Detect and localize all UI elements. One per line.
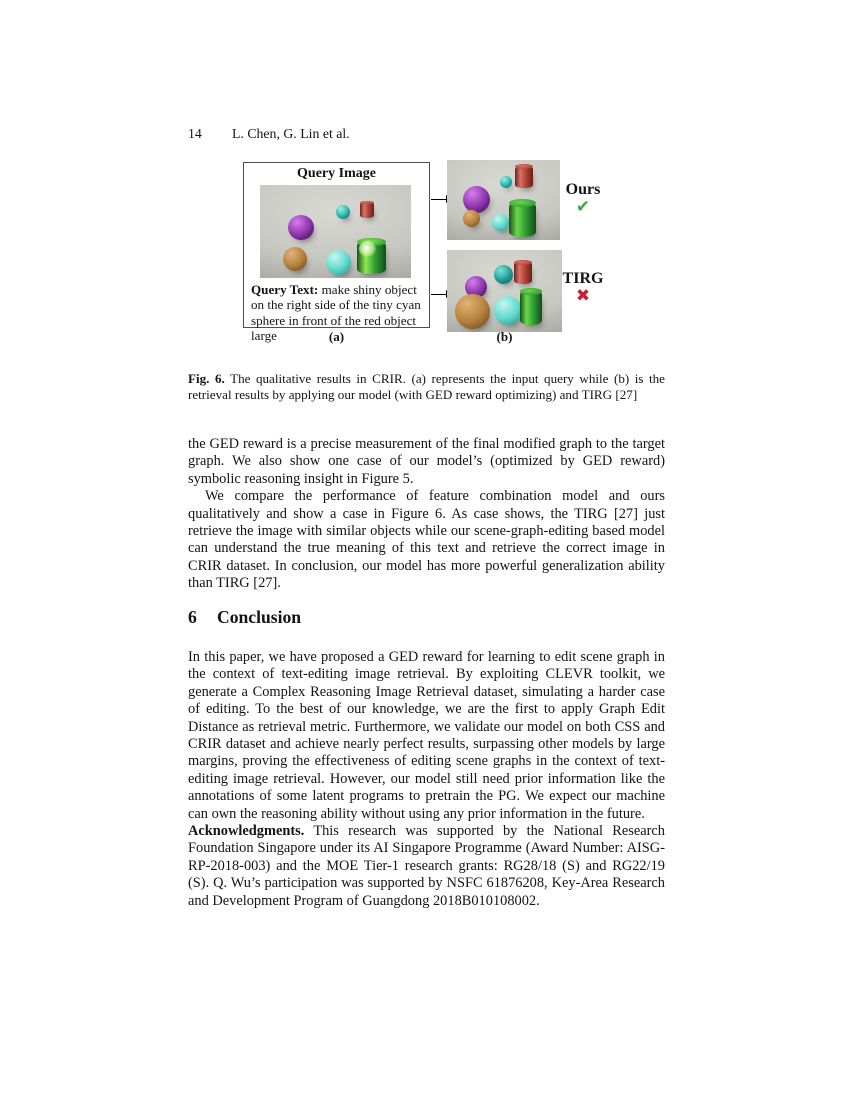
large-cyan-sphere (494, 296, 523, 326)
large-brown-sphere (455, 294, 490, 328)
paragraph: In this paper, we have proposed a GED reward for learning to edit scene graph in the context of text-editing image retrieval. By exploiting CLEVR toolkit, we generate a Complex Reasoning Image Retrieval dataset, simulating a harder case of editing. To the best of our knowledge, we are the first to apply Graph Edit Distance as retrieval metric. Furthermore, we validate our model on both CSS and CRIR dataset and achieve nearly perfect results, surpassing other models by large margins, proving the effectiveness of editing scene graphs in the context of text-editing image retrieval. However, our model still need prior information like the annotations of some latent programs to pretrain the PG. We expect our machine can own the reasoning ability without using any prior information in the future. (188, 649, 665, 822)
cyan-metal-sphere (494, 265, 514, 285)
check-icon: ✔ (575, 197, 591, 216)
purple-metal-sphere (288, 215, 314, 240)
ours-result-image (447, 160, 560, 240)
red-cylinder (515, 166, 533, 188)
body-text (188, 436, 665, 593)
figure-6 (188, 160, 665, 350)
green-shiny-cylinder (357, 241, 386, 274)
query-image-title: Query Image (297, 166, 376, 181)
query-panel (243, 162, 430, 344)
red-cylinder (360, 202, 374, 219)
conclusion-text (188, 649, 665, 910)
brown-sphere (283, 247, 307, 271)
tiny-cyan-sphere (336, 205, 350, 219)
tirg-result-image (447, 250, 562, 332)
cross-icon: ✖ (575, 286, 591, 305)
figure-caption (188, 371, 665, 403)
section-heading (188, 607, 301, 628)
section-title: Conclusion (217, 607, 302, 627)
acknowledgments (188, 823, 665, 910)
running-title: L. Chen, G. Lin et al. (232, 126, 350, 141)
arrow-to-ours-icon (431, 199, 446, 200)
large-green-cylinder (509, 202, 536, 237)
ours-verdict (560, 181, 606, 215)
subfigure-b-label: (b) (496, 329, 513, 344)
query-scene-image (260, 185, 411, 278)
purple-metal-sphere (463, 186, 490, 213)
arrow-to-tirg-icon (431, 294, 446, 295)
figure-caption-label: Fig. 6. (188, 371, 225, 386)
acknowledgments-text: This research was supported by the National Research Foundation Singapore under its AI Singapore Programme (Award Number: AISG-RP-2018-003) and the MOE Tier-1 research grants: RG28/18 (S) and RG22/19 (S). Q. Wu’s participation was supported by NSFC 61876208, Key-Area Research and Development Program of Guangdong 2018B010108002. (188, 823, 665, 909)
subfigure-a-label: (a) (328, 329, 345, 344)
cyan-sphere (492, 214, 509, 231)
query-text-label: Query Text: (251, 282, 319, 297)
acknowledgments-label: Acknowledgments. (188, 823, 305, 840)
page-number: 14 (188, 126, 202, 141)
running-header (188, 126, 665, 142)
ours-label: Ours (565, 181, 601, 198)
figure-caption-text: The qualitative results in CRIR. (a) represents the input query while (b) is the retrieval results by applying our model (with GED reward optimizing) and TIRG [27] (188, 371, 665, 403)
cyan-sphere (326, 250, 352, 275)
green-cylinder (520, 290, 542, 324)
tirg-verdict (560, 270, 606, 304)
brown-sphere (463, 210, 480, 227)
tiny-cyan-sphere (500, 176, 512, 188)
query-text-body: make shiny object on the right side of the tiny cyan sphere in front of the red object large (251, 282, 421, 344)
paragraph: We compare the performance of feature combination model and ours qualitatively and show a case in Figure 6. As case shows, the TIRG [27] just retrieve the image with similar objects while our scene-graph-editing based model can understand the true meaning of this text and retrieve the correct image in CRIR dataset. In conclusion, our model has more powerful generalization ability than TIRG [27]. (188, 488, 665, 592)
red-cylinder (514, 261, 531, 284)
paragraph: the GED reward is a precise measurement of the final modified graph to the target graph. We also show one case of our model’s (optimized by GED reward) symbolic reasoning insight in Figure 5. (188, 436, 665, 487)
section-number: 6 (188, 607, 197, 627)
tirg-label: TIRG (562, 270, 604, 287)
